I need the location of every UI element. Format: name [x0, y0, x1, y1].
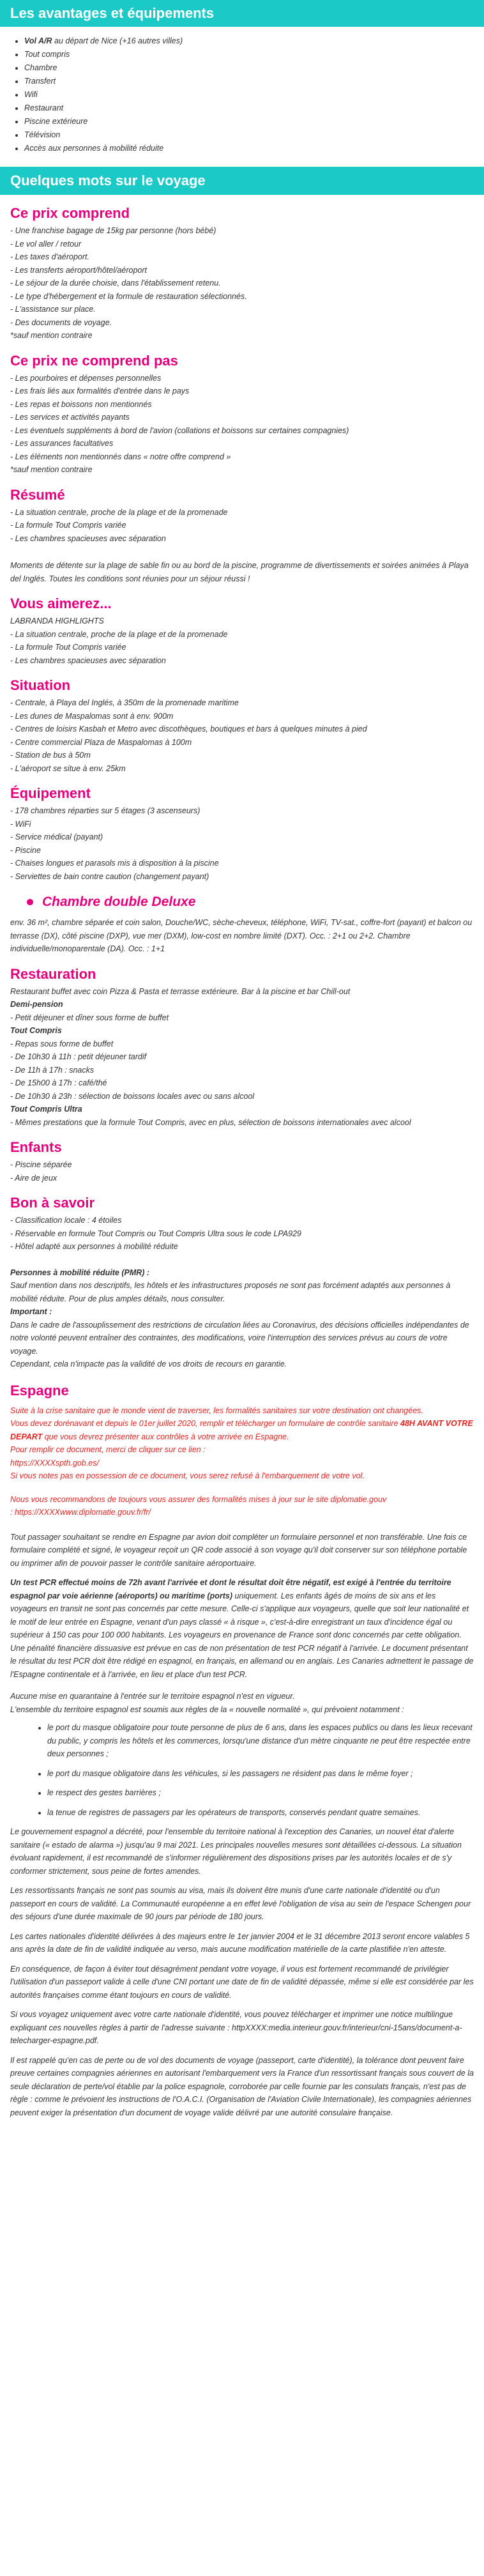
advantage-item: • Télévision — [24, 128, 484, 142]
important-text-2: Cependant, cela n'impacte pas la validité de vos droits de recours en garantie. — [10, 1360, 287, 1368]
refusal-notice: Si vous notes pas en possession de ce document, vous serez refusé à l'embarquement de votre vol. — [10, 1471, 365, 1480]
resto-line: - De 10h30 à 23h : sélection de boissons locales avec ou sans alcool — [10, 1091, 255, 1101]
list-item: - Piscine séparée — [10, 1160, 72, 1169]
advantage-item: • Transfert — [24, 75, 484, 88]
list-item: - Le type d'hébergement et la formule de restauration sélectionnés. — [10, 291, 247, 301]
know-list — [10, 1214, 474, 1254]
resto-list — [10, 985, 474, 1130]
more-list — [10, 615, 474, 667]
list-item: - Les chambres spacieuses avec séparation — [10, 533, 166, 543]
list-item: - Chaises longues et parasols mis à disposition à la piscine — [10, 859, 219, 868]
know-heading: Bon à savoir — [10, 1195, 95, 1211]
rule-item: • le respect des gestes barrières ; — [47, 1786, 474, 1800]
diplomatie-notice: Nous vous recommandons de toujours vous assurer des formalités mises à jour sur le site diplomatie.gouv — [10, 1494, 387, 1504]
list-item: - Les services et activités payants — [10, 413, 130, 422]
resto-line: Restaurant buffet avec coin Pizza & Pasta et terrasse extérieure. Bar à la piscine et bar Chill-out — [10, 986, 351, 996]
situation-list — [10, 696, 474, 775]
excludes-heading: Ce prix ne comprend pas — [10, 352, 178, 369]
resto-line: Tout Compris Ultra — [10, 1105, 82, 1114]
normality-text: L'ensemble du territoire espagnol est soumis aux règles de la « nouvelle normalité », qui prévoient notamment : — [10, 1705, 404, 1714]
list-item: - Serviettes de bain contre caution (changement payant) — [10, 871, 209, 881]
list-item: - Centre commercial Plaza de Maspalomas à 100m — [10, 737, 192, 747]
summary-paragraph: Moments de détente sur la plage de sable fin ou au bord de la piscine, programme de divertissements et soirées animées à Playa del Inglés. Toutes les conditions sont réunies pour un séjour réussi ! — [10, 561, 469, 583]
list-item: - 178 chambres réparties sur 5 étages (3 ascenseurs) — [10, 806, 200, 815]
advantage-item: • Piscine extérieure — [24, 115, 484, 128]
form-link[interactable]: https://XXXXspth.gob.es/ — [10, 1458, 99, 1468]
list-item: - La situation centrale, proche de la plage et de la promenade — [10, 507, 228, 517]
list-item: - L'assistance sur place. — [10, 305, 96, 314]
rule-item: • la tenue de registres de passagers par les opérateurs de transports, conservés pendant quatre semaines. — [47, 1806, 474, 1820]
list-item: - Une franchise bagage de 15kg par personne (hors bébé) — [10, 226, 216, 235]
advantages-list — [0, 34, 484, 155]
list-item: - Hôtel adapté aux personnes à mobilité réduite — [10, 1242, 178, 1251]
rule-item: • le port du masque obligatoire dans les véhicules, si les passagers ne résident pas dans le même foyer ; — [47, 1767, 474, 1781]
important-heading: Important : — [10, 1307, 52, 1316]
advantage-item: • Tout compris — [24, 48, 484, 61]
list-item: - Les chambres spacieuses avec séparation — [10, 656, 166, 665]
equip-list — [10, 804, 474, 883]
summary-heading: Résumé — [10, 486, 65, 503]
kids-list — [10, 1158, 474, 1184]
more-heading: Vous aimerez... — [10, 595, 112, 611]
list-item: - Le séjour de la durée choisie, dans l'établissement retenu. — [10, 279, 221, 288]
trip-section — [0, 205, 484, 2119]
list-item: - Les assurances facultatives — [10, 439, 114, 448]
passport-paragraph: En conséquence, de façon à éviter tout désagrément pendant votre voyage, il vous est fortement recommandé de privilégier l'utilisation d'un passeport valide à celle d'une CNI portant une date de fin de validité dépassée, même si elle est considérée par les autorités françaises comme étant toujours en cours de validité. — [10, 1964, 474, 2000]
excludes-list — [10, 372, 474, 477]
resto-line: Demi-pension — [10, 1000, 63, 1009]
room-heading — [27, 894, 474, 910]
equip-heading: Équipement — [10, 785, 91, 801]
list-item: - Aire de jeux — [10, 1173, 57, 1183]
visa-paragraph: Les ressortissants français ne sont pas soumis au visa, mais ils doivent être munis d'une carte nationale d'identité ou d'un passeport en cours de validité. La Communauté européenne a en effet levé l'obligation de visa au sein de l'espace Schengen pour des séjours d'une durée maximale de 90 jours par période de 180 jours. — [10, 1886, 471, 1921]
resto-line: - Mêmes prestations que la formule Tout Compris, avec en plus, sélection de boissons internationales avec alcool — [10, 1117, 411, 1127]
id-card-paragraph: Les cartes nationales d'identité délivrées à des majeurs entre le 1er janvier 2004 et le 31 décembre 2013 seront encore valables 5 ans après la date de fin de validité indiquée au verso, mais aucune modification matérielle de la carte plastifiée n'en atteste. — [10, 1931, 470, 1954]
list-item: - Station de bus à 50m — [10, 751, 91, 760]
advantage-item: • Accès aux personnes à mobilité réduite — [24, 142, 484, 155]
advantage-item: • Restaurant — [24, 102, 484, 115]
resto-line: - De 10h30 à 11h : petit déjeuner tardif — [10, 1052, 147, 1061]
resto-line: - De 11h à 17h : snacks — [10, 1065, 95, 1075]
pmr-text: Sauf mention dans nos descriptifs, les hôtels et les infrastructures proposés ne sont pas forcément adaptés aux personnes à mobilité réduite. Pour de plus amples détails, nous consulter. — [10, 1281, 451, 1303]
rules-list — [10, 1721, 474, 1819]
list-item: - Les éléments non mentionnés dans « notre offre comprend » — [10, 452, 231, 461]
list-item: - Réservable en formule Tout Compris ou Tout Compris Ultra sous le code LPA929 — [10, 1229, 302, 1238]
resto-line: - Repas sous forme de buffet — [10, 1039, 114, 1048]
pmr-heading: Personnes à mobilité réduite (PMR) : — [10, 1268, 150, 1277]
list-item: - Le vol aller / retour — [10, 239, 82, 249]
room-title: Chambre double Deluxe — [42, 894, 196, 909]
list-item: - Classification locale : 4 étoiles — [10, 1216, 122, 1225]
kids-heading: Enfants — [10, 1139, 62, 1155]
list-item: *sauf mention contraire — [10, 465, 93, 474]
room-description: env. 36 m², chambre séparée et coin salon, Douche/WC, sèche-cheveux, téléphone, WiFi, TV-sat., coffre-fort (payant) et balcon ou terrasse (DX), côté piscine (DXP), vue mer (DXM), low-cost en nombre limité (DXT). Occ. : 2+1 ou 2+2. Chambre individuelle/monoparentale (DA). Occ. : 1+1 — [10, 918, 473, 953]
summary-list — [10, 506, 474, 546]
bullet-icon — [27, 899, 33, 905]
list-item: - Piscine — [10, 845, 41, 855]
advantage-item: • Chambre — [24, 61, 484, 75]
list-item: - Les frais liés aux formalités d'entrée dans le pays — [10, 387, 190, 395]
alert-paragraph: Le gouvernement espagnol a décrété, pour l'ensemble du territoire national à l'exception des Canaries, un nouvel état d'alerte sanitaire (« estado de alarma ») jusqu'au 9 mai 2021. Les principales nouvelles mesures sont détaillées ci-dessous. La situation évoluant rapidement, il est recommandé de s'informer régulièrement des dispositions prises par les autorités locales et de s'y conformer strictement, sous peine de fortes amendes. — [10, 1827, 462, 1876]
list-item: - Les transferts aéroport/hôtel/aéroport — [10, 265, 147, 275]
list-item: - Centrale, à Playa del Inglés, à 350m de la promenade maritime — [10, 698, 239, 707]
list-item: - Les taxes d'aéroport. — [10, 252, 89, 261]
important-text: Dans le cadre de l'assouplissement des restrictions de circulation liées au Coronavirus, des décisions officielles indépendantes de notre volonté peuvent entraîner des contraintes, des modifications, voire l'interruption des services prévus au cours de votre voyage. — [10, 1320, 469, 1356]
list-item: - La situation centrale, proche de la plage et de la promenade — [10, 629, 228, 639]
list-item: - La formule Tout Compris variée — [10, 643, 126, 652]
list-item: - WiFi — [10, 819, 31, 829]
list-item: - La formule Tout Compris variée — [10, 521, 126, 530]
rule-item: • le port du masque obligatoire pour toute personne de plus de 6 ans, dans les espaces publics ou dans les lieux recevant du public, y compris les hôtels et les commerces, lorsqu'une distance d'un mètre cinquante ne peut être respectée entre deux personnes ; — [47, 1721, 474, 1761]
advantage-item: • Wifi — [24, 88, 484, 102]
advantage-item: • Vol A/R au départ de Nice (+16 autres villes) — [24, 34, 484, 48]
trip-band: Quelques mots sur le voyage — [0, 167, 484, 195]
includes-list — [10, 224, 474, 342]
list-item: - Centres de loisirs Kasbah et Metro avec discothèques, boutiques et bars à quelques minutes à pied — [10, 724, 367, 733]
sanitary-notice: Suite à la crise sanitaire que le monde vient de traverser, les formalités sanitaires sur votre destination ont changées. — [10, 1406, 423, 1415]
form-link-intro: Pour remplir ce document, merci de cliquer sur ce lien : — [10, 1445, 206, 1454]
includes-heading: Ce prix comprend — [10, 205, 130, 221]
notice-paragraph: Si vous voyagez uniquement avec votre carte nationale d'identité, vous pouvez télécharger et imprimer une notice multilingue expliquant ces nouvelles règles à partir de l'adresse suivante : httpXXXX:media.interieur.gouv.fr/interieur/cni-15ans/document-a-telecharger-espagne.pdf. — [10, 2010, 462, 2045]
situation-heading: Situation — [10, 677, 71, 693]
list-item: LABRANDA HIGHLIGHTS — [10, 617, 104, 625]
loss-paragraph: Il est rappelé qu'en cas de perte ou de vol des documents de voyage (passeport, carte d'identité), la tolérance dont peuvent faire preuve certaines compagnies aériennes en autorisant l'embarquement vers la France d'un ressortissant français sous couvert de la seule déclaration de perte/vol établie par la police espagnole, corroborée par celle fournie par les consulats français, n'est pas de règle : comme le prévoient les instructions de l'O.A.C.I. (Organisation de l'Aviation Civile Internationale), les compagnies aériennes peuvent exiger la présentation d'un document de voyage valide délivré par une autorité consulaire française. — [10, 2055, 474, 2117]
resto-line: Tout Compris — [10, 1026, 62, 1035]
list-item: - Des documents de voyage. — [10, 318, 112, 327]
form-paragraph: Tout passager souhaitant se rendre en Espagne par avion doit compléter un formulaire personnel et non transférable. Une fois ce formulaire complété et signé, le voyageur reçoit un QR code associé à son voyage qu'il doit conserver sur son téléphone portable ou imprimer afin de pouvoir passer le contrôle sanitaire aéroportuaire. — [10, 1532, 467, 1568]
spain-heading: Espagne — [10, 1382, 69, 1399]
list-item: - Les pourboires et dépenses personnelles — [10, 373, 162, 383]
list-item: - Les repas et boissons non mentionnés — [10, 399, 152, 409]
list-item: - Service médical (payant) — [10, 832, 103, 841]
resto-line: - De 15h00 à 17h : café/thé — [10, 1078, 107, 1087]
diplomatie-link[interactable]: : https://XXXXwww.diplomatie.gouv.fr/fr/ — [10, 1508, 151, 1517]
resto-line: - Petit déjeuner et dîner sous forme de buffet — [10, 1013, 169, 1022]
sanitary-form-notice: Vous devez dorénavant et depuis le 01er juillet 2020, remplir et télécharger un formulaire de contrôle sanitaire 48H AVANT VOTRE DEPART que vous devrez présenter aux contrôles à votre arrivée en Espagne. — [10, 1419, 473, 1441]
list-item: *sauf mention contraire — [10, 331, 93, 340]
advantages-band: Les avantages et équipements — [0, 0, 484, 27]
pcr-paragraph: Un test PCR effectué moins de 72h avant l'arrivée et dont le résultat doit être négatif, est exigé à l'entrée du territoire espagnol par voie aérienne (aéroports) ou maritime (ports) uniquement. Les enfants âgés de moins de six ans et les voyageurs en transit ne sont pas concernés par cette mesure. Celle-ci s'applique aux voyageurs, quelle que soit leur nationalité et le motif de leur entrée en Espagne, venant d'un pays classé « à risque », c'est-à-dire enregistrant un taux d'incidence égal ou supérieur à 150 cas pour 100 000 habitants. Les voyageurs en provenance de France sont donc concernés par cette obligation. Une pénalité financière dissuasive est prévue en cas de non présentation de test PCR négatif à l'arrivée. Le document présentant le résultat du test PCR doit être rédigé en espagnol, en français, en allemand ou en anglais. Les Canaries admettent le passage de l'Espagne continentale et à l'arrivée, en lieu et place d'un test PCR. — [10, 1578, 474, 1679]
list-item: - Les dunes de Maspalomas sont à env. 900m — [10, 711, 174, 721]
quarantine-text: Aucune mise en quarantaine à l'entrée sur le territoire espagnol n'est en vigueur. — [10, 1692, 295, 1701]
resto-heading: Restauration — [10, 965, 96, 982]
list-item: - Les éventuels suppléments à bord de l'avion (collations et boissons sur certaines compagnies) — [10, 425, 349, 435]
list-item: - L'aéroport se situe à env. 25km — [10, 763, 126, 773]
